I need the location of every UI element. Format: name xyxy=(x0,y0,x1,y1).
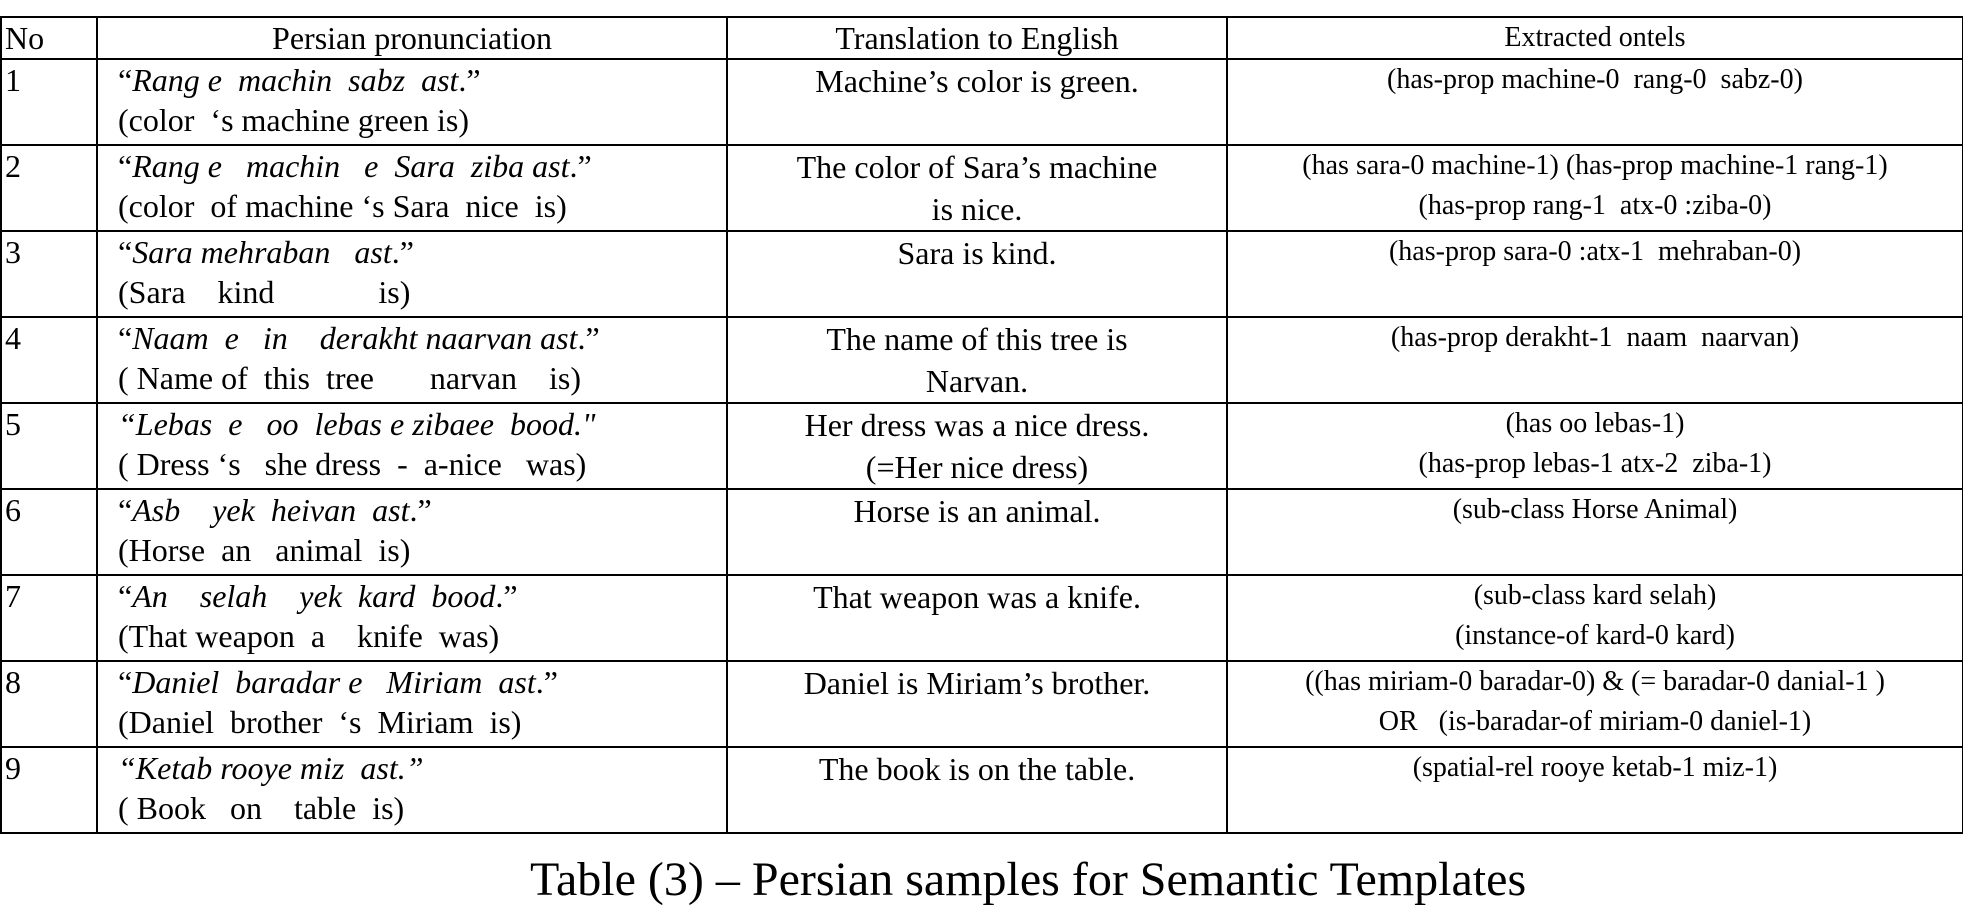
header-row xyxy=(1,17,1963,59)
persian-phrase-line xyxy=(118,232,726,272)
ontel-line: (sub-class kard selah) xyxy=(1473,580,1717,611)
extracted-ontels-cell xyxy=(1227,575,1963,661)
translation-line: Machine’s color is green. xyxy=(815,63,1139,99)
table-row xyxy=(1,661,1963,747)
row-number: 6 xyxy=(1,489,97,575)
extracted-ontels-cell xyxy=(1227,231,1963,317)
table-row xyxy=(1,317,1963,403)
row-number: 7 xyxy=(1,575,97,661)
translation-cell xyxy=(727,403,1227,489)
table-row xyxy=(1,403,1963,489)
close-quote: .” xyxy=(569,148,592,184)
translation-line: Narvan. xyxy=(925,363,1029,399)
translation-line: (=Her nice dress) xyxy=(865,449,1089,485)
extracted-ontels-cell xyxy=(1227,661,1963,747)
ontel-line: (has-prop lebas-1 atx-2 ziba-1) xyxy=(1418,448,1772,479)
ontel-line: OR (is-baradar-of miriam-0 daniel-1) xyxy=(1378,706,1812,737)
translation-line: Horse is an animal. xyxy=(853,493,1101,529)
persian-phrase: Sara mehraban ast xyxy=(132,234,392,270)
translation-cell xyxy=(727,747,1227,833)
row-number: 3 xyxy=(1,231,97,317)
table-row xyxy=(1,231,1963,317)
persian-pronunciation-cell xyxy=(97,747,727,833)
header-translation: Translation to English xyxy=(727,17,1227,59)
word-gloss: (That weapon a knife was) xyxy=(118,618,500,654)
persian-phrase-line xyxy=(118,404,726,444)
ontel-line: (has oo lebas-1) xyxy=(1505,408,1685,439)
samples-table-container xyxy=(0,16,1963,834)
word-gloss: ( Name of this tree narvan is) xyxy=(118,360,581,396)
table-row xyxy=(1,145,1963,231)
translation-line: The name of this tree is xyxy=(826,321,1128,357)
translation-line: The color of Sara’s machine xyxy=(796,149,1158,185)
persian-phrase-line xyxy=(118,662,726,702)
ontel-line: (has-prop derakht-1 naam naarvan) xyxy=(1390,322,1800,353)
translation-line: The book is on the table. xyxy=(818,751,1136,787)
close-quote: .” xyxy=(577,320,600,356)
persian-phrase: “Lebas e oo lebas e zibaee bood." xyxy=(118,406,596,442)
persian-phrase-line xyxy=(118,318,726,358)
open-quote: “ xyxy=(118,492,133,528)
open-quote: “ xyxy=(118,320,133,356)
translation-line: is nice. xyxy=(931,191,1023,227)
extracted-ontels-cell xyxy=(1227,317,1963,403)
row-number: 5 xyxy=(1,403,97,489)
persian-phrase: “Ketab rooye miz ast.” xyxy=(118,750,424,786)
translation-line: Sara is kind. xyxy=(897,235,1057,271)
translation-cell xyxy=(727,145,1227,231)
close-quote: .” xyxy=(391,234,414,270)
persian-phrase-line xyxy=(118,146,726,186)
ontel-line: (has-prop sara-0 :atx-1 mehraban-0) xyxy=(1388,236,1802,267)
table-body xyxy=(1,59,1963,833)
header-no: No xyxy=(1,17,97,59)
translation-cell xyxy=(727,575,1227,661)
header-persian-pronunciation: Persian pronunciation xyxy=(97,17,727,59)
row-number: 2 xyxy=(1,145,97,231)
translation-cell xyxy=(727,59,1227,145)
table-caption: Table (3) – Persian samples for Semantic Templates xyxy=(530,853,1527,906)
ontel-line: (has-prop machine-0 rang-0 sabz-0) xyxy=(1387,64,1803,95)
table-row xyxy=(1,59,1963,145)
close-quote: .” xyxy=(458,62,481,98)
extracted-ontels-cell xyxy=(1227,747,1963,833)
word-gloss: (Horse an animal is) xyxy=(118,532,411,568)
open-quote: “ xyxy=(118,664,133,700)
row-number: 1 xyxy=(1,59,97,145)
word-gloss: (Sara kind is) xyxy=(118,274,411,310)
persian-phrase: An selah yek kard bood xyxy=(132,578,496,614)
persian-pronunciation-cell xyxy=(97,661,727,747)
ontel-line: (sub-class Horse Animal) xyxy=(1452,494,1738,525)
open-quote: “ xyxy=(118,578,133,614)
word-gloss: ( Book on table is) xyxy=(118,790,405,826)
translation-cell xyxy=(727,231,1227,317)
extracted-ontels-cell xyxy=(1227,489,1963,575)
ontel-line: (has sara-0 machine-1) (has-prop machine-1 rang-1) xyxy=(1302,150,1888,181)
extracted-ontels-cell xyxy=(1227,403,1963,489)
persian-pronunciation-cell xyxy=(97,489,727,575)
header-extracted-ontels: Extracted ontels xyxy=(1227,17,1963,59)
persian-phrase-line xyxy=(118,576,726,616)
ontel-line: (has-prop rang-1 atx-0 :ziba-0) xyxy=(1418,190,1772,221)
close-quote: .” xyxy=(535,664,558,700)
ontel-line: (spatial-rel rooye ketab-1 miz-1) xyxy=(1412,752,1778,783)
persian-phrase: Asb yek heivan ast xyxy=(132,492,410,528)
extracted-ontels-cell xyxy=(1227,59,1963,145)
open-quote: “ xyxy=(118,234,133,270)
persian-phrase: Rang e machin sabz ast xyxy=(132,62,459,98)
table-row xyxy=(1,489,1963,575)
close-quote: .” xyxy=(409,492,432,528)
translation-cell xyxy=(727,317,1227,403)
open-quote: “ xyxy=(118,148,133,184)
persian-phrase: Daniel baradar e Miriam ast xyxy=(132,664,536,700)
word-gloss: (Daniel brother ‘s Miriam is) xyxy=(118,704,522,740)
persian-phrase: Rang e machin e Sara ziba ast xyxy=(132,148,570,184)
table-header xyxy=(1,17,1963,59)
translation-cell xyxy=(727,489,1227,575)
translation-line: Daniel is Miriam’s brother. xyxy=(803,665,1151,701)
table-row xyxy=(1,575,1963,661)
persian-phrase-line xyxy=(118,60,726,100)
persian-pronunciation-cell xyxy=(97,575,727,661)
open-quote: “ xyxy=(118,62,133,98)
samples-table xyxy=(0,16,1963,834)
persian-phrase-line xyxy=(118,748,726,788)
ontel-line: (instance-of kard-0 kard) xyxy=(1455,620,1735,651)
persian-pronunciation-cell xyxy=(97,231,727,317)
row-number: 9 xyxy=(1,747,97,833)
ontel-line: ((has miriam-0 baradar-0) & (= baradar-0 danial-1 ) xyxy=(1305,666,1885,697)
persian-phrase-line xyxy=(118,490,726,530)
translation-line: Her dress was a nice dress. xyxy=(804,407,1150,443)
word-gloss: (color of machine ‘s Sara nice is) xyxy=(118,188,567,224)
word-gloss: (color ‘s machine green is) xyxy=(118,102,469,138)
row-number: 8 xyxy=(1,661,97,747)
persian-pronunciation-cell xyxy=(97,145,727,231)
persian-phrase: Naam e in derakht naarvan ast xyxy=(132,320,578,356)
extracted-ontels-cell xyxy=(1227,145,1963,231)
translation-cell xyxy=(727,661,1227,747)
word-gloss: ( Dress ‘s she dress - a-nice was) xyxy=(118,446,587,482)
persian-pronunciation-cell xyxy=(97,317,727,403)
persian-pronunciation-cell xyxy=(97,59,727,145)
persian-pronunciation-cell xyxy=(97,403,727,489)
close-quote: .” xyxy=(495,578,518,614)
row-number: 4 xyxy=(1,317,97,403)
table-row xyxy=(1,747,1963,833)
translation-line: That weapon was a knife. xyxy=(813,579,1141,615)
